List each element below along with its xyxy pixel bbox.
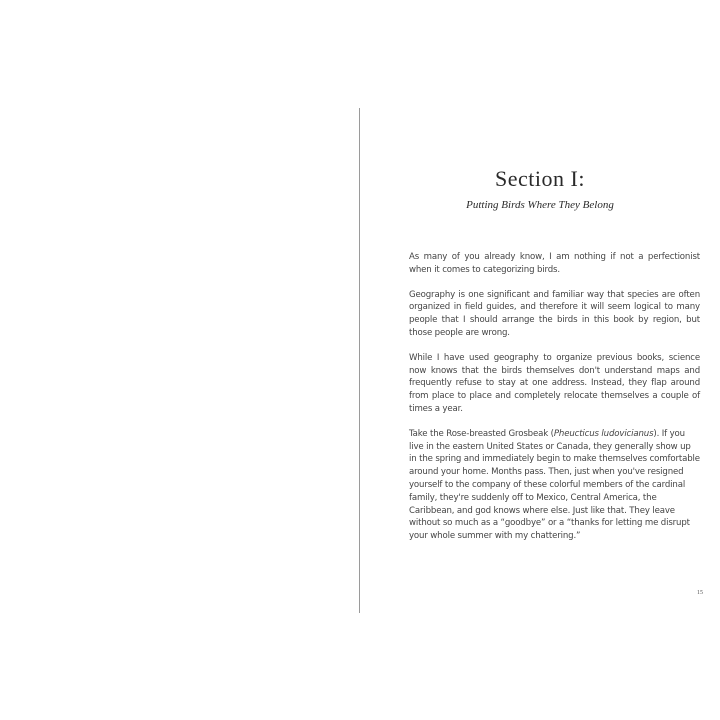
paragraph-1: As many of you already know, I am nothing if not a perfectionist when it comes to categorizing birds. — [409, 252, 700, 275]
section-subtitle: Putting Birds Where They Belong — [466, 199, 614, 211]
body-text — [409, 251, 700, 555]
species-latin-name: Pheucticus ludovicianus — [553, 428, 654, 439]
left-page-blank — [0, 0, 359, 720]
paragraph-4 — [409, 428, 700, 543]
right-page — [360, 0, 720, 720]
paragraph-2: Geography is one significant and familiar way that species are often organized in field guides, and therefore it will seem logical to many people that I should arrange the birds in this book by region, but those people are wrong. — [409, 289, 700, 338]
section-title: Section I: — [495, 166, 585, 191]
paragraph-4-end: ). If you live in the eastern United States or Canada, they generally show up in the spring and immediately begin to make themselves comfortable around your home. Months pass. Then, just when you've resigned yourself to the company of these colorful members of the cardinal family, they're suddenly off to Mexico, Central America, the Caribbean, and god knows where else. Just like that. They leave without so much as a “goodbye” or a “thanks for letting me disrupt your whole summer with my chattering.” — [409, 428, 700, 542]
paragraph-4-start: Take the Rose-breasted Grosbeak ( — [409, 428, 554, 439]
page-number: 15 — [697, 590, 703, 596]
paragraph-3: While I have used geography to organize previous books, science now knows that the birds themselves don't understand maps and frequently refuse to stay at one address. Instead, they flap around from place to place and completely relocate themselves a couple of times a year. — [409, 352, 700, 414]
